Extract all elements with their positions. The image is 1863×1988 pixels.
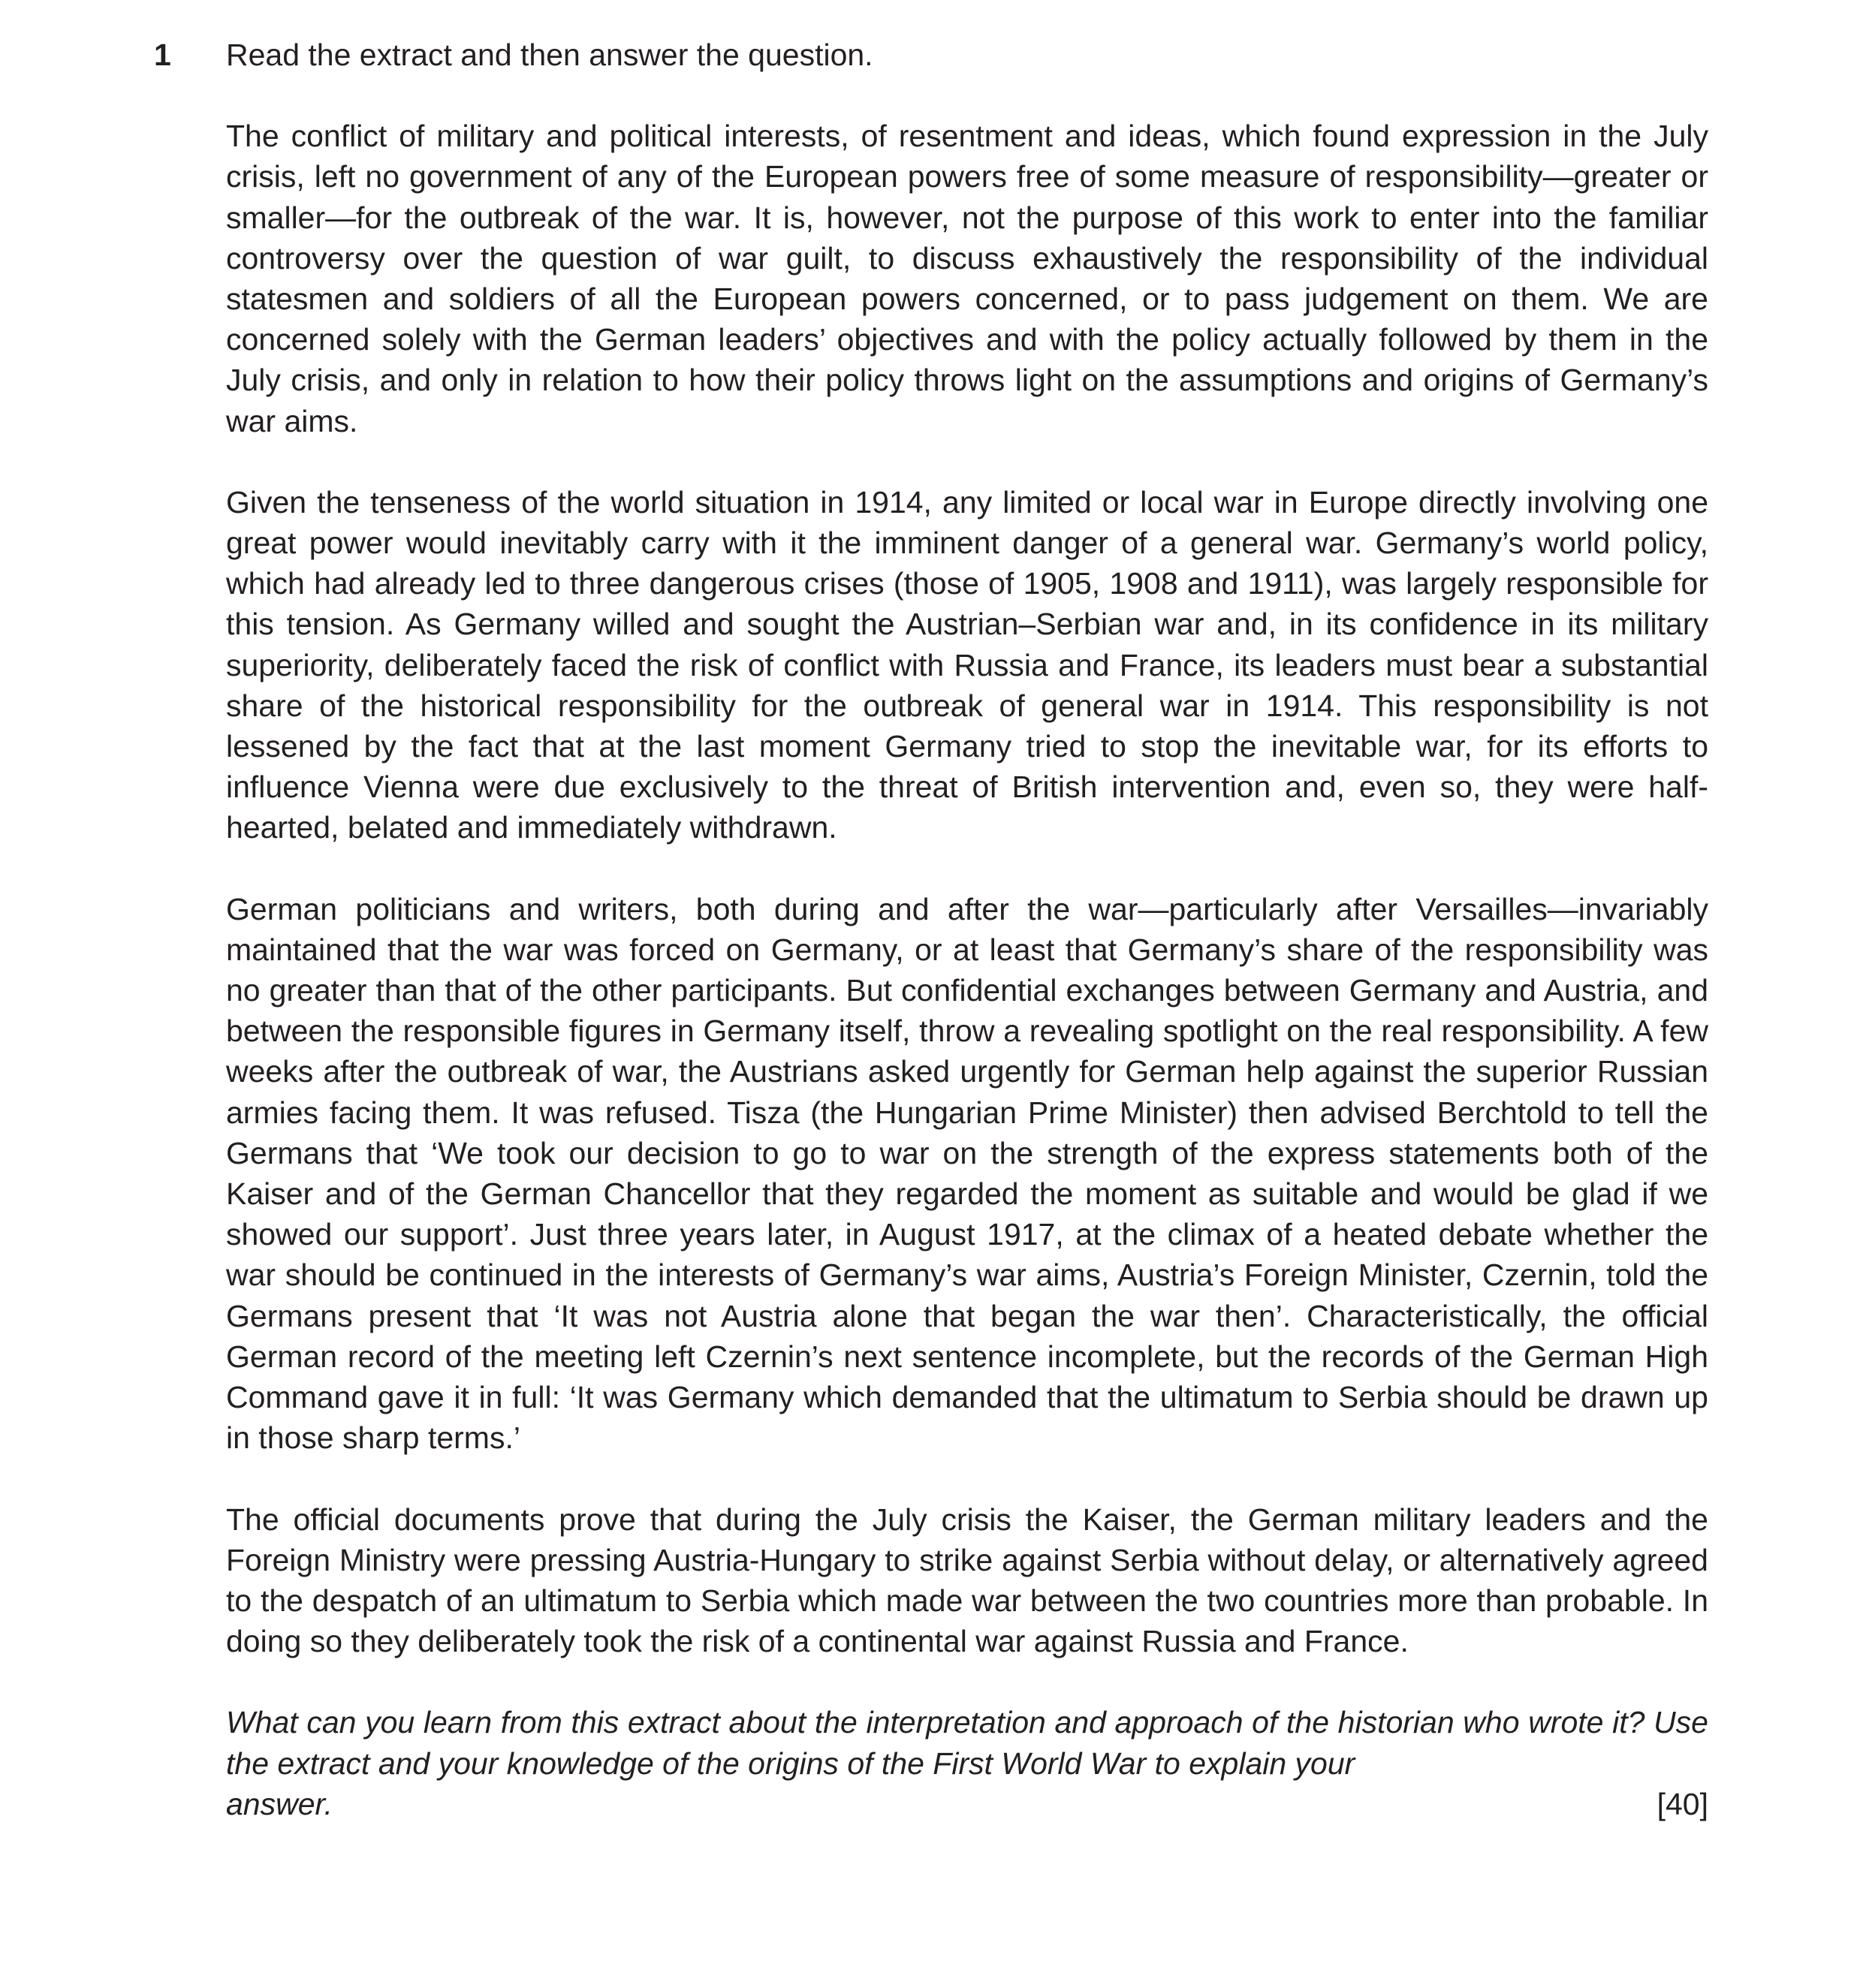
question-prompt-end: answer. [226,1786,333,1821]
marks-allocation: [40] [1657,1786,1708,1821]
extract-paragraph-3: German politicians and writers, both during and after the war—particularly after Versailles—invariably maintained that the war was forced on Germany, or at least that Germany’s share of the responsibility was no greater than that of the other participants. But confidential exchanges between Germany and Austria, and between the responsible figures in Germany itself, throw a revealing spotlight on the real responsibility. A few weeks after the outbreak of war, the Austrians asked urgently for German help against the superior Russian armies facing them. It was refused. Tisza (the Hungarian Prime Minister) then advised Berchtold to tell the Germans that ‘We took our decision to go to war on the strength of the express statements both of the Kaiser and of the German Chancellor that they regarded the moment as suitable and would be glad if we showed our support’. Just three years later, in August 1917, at the climax of a heated debate whether the war should be continued in the interests of Germany’s war aims, Austria’s Foreign Minister, Czernin, told the Germans present that ‘It was not Austria alone that began the war then’. Characteristically, the official German record of the meeting left Czernin’s next sentence incomplete, but the records of the German High Command gave it in full: ‘It was Germany which demanded that the ultimatum to Serbia should be drawn up in those sharp terms.’ [226,891,1708,1456]
extract-paragraph-4: The official documents prove that during the July crisis the Kaiser, the German military leaders and the Foreign Ministry were pressing Austria-Hungary to strike against Serbia without delay, or alternatively agreed to the despatch of an ultimatum to Serbia which made war between the two countries more than probable. In doing so they deliberately took the risk of a continental war against Russia and France. [226,1502,1708,1659]
question-prompt-text: What can you learn from this extract about the interpretation and approach of the historian who wrote it? Use the extract and your knowledge of the origins of the First World War to explain your [226,1705,1708,1781]
extract-paragraph-2: Given the tenseness of the world situation in 1914, any limited or local war in Europe directly involving one great power would inevitably carry with it the imminent danger of a general war. Germany’s world policy, which had already led to three dangerous crises (those of 1905, 1908 and 1911), was largely responsible for this tension. As Germany willed and sought the Austrian–Serbian war and, in its confidence in its military superiority, deliberately faced the risk of conflict with Russia and France, its leaders must bear a substantial share of the historical responsibility for the outbreak of general war in 1914. This responsibility is not lessened by the fact that at the last moment Germany tried to stop the inevitable war, for its efforts to influence Vienna were due exclusively to the threat of British intervention and, even so, they were half-hearted, belated and immediately withdrawn. [226,484,1708,845]
question-instruction: Read the extract and then answer the question. [226,38,873,72]
question-number: 1 [154,38,171,72]
question-content [226,35,1708,1824]
question-prompt [226,1702,1708,1824]
question-prompt-last-line [226,1784,1708,1824]
extract-paragraph-1: The conflict of military and political interests, of resentment and ideas, which found expression in the July crisis, left no government of any of the European powers free of some measure of responsibility—greater or smaller—for the outbreak of the war. It is, however, not the purpose of this work to enter into the familiar controversy over the question of war guilt, to discuss exhaustively the responsibility of the individual statesmen and soldiers of all the European powers concerned, or to pass judgement on them. We are concerned solely with the German leaders’ objectives and with the policy actually followed by them in the July crisis, and only in relation to how their policy throws light on the assumptions and origins of Germany’s war aims. [226,119,1708,438]
